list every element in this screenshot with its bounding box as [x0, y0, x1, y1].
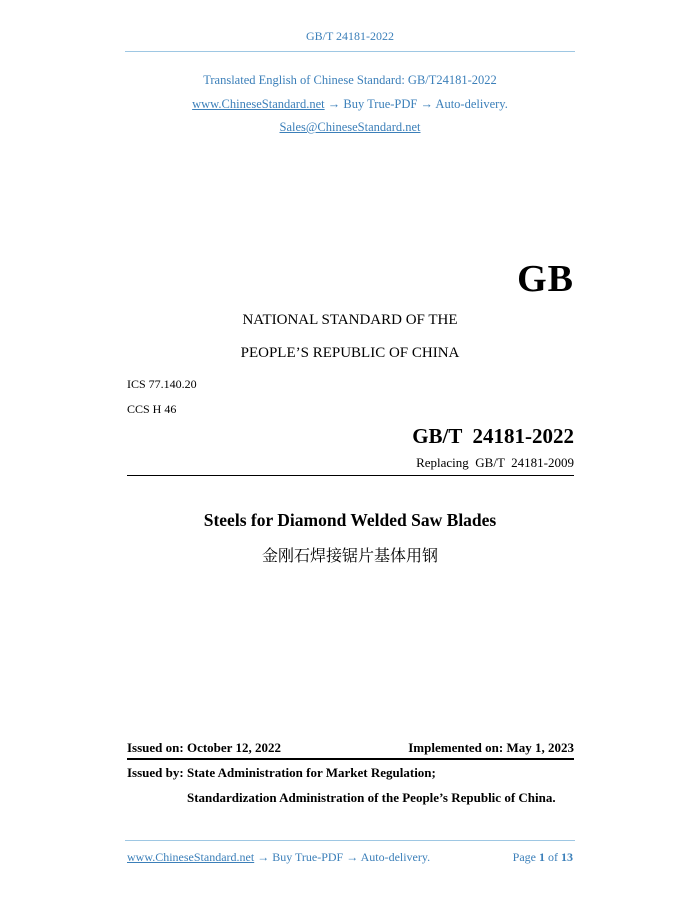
of-label: of	[548, 850, 558, 864]
email-link[interactable]: Sales@ChineseStandard.net	[279, 120, 421, 134]
implemented-on: Implemented on: May 1, 2023	[408, 740, 574, 755]
running-header-title: GB/T 24181-2022	[305, 29, 395, 43]
document-title-en: Steels for Diamond Welded Saw Blades	[203, 510, 497, 530]
footer-arrow-text: → Buy True-PDF → Auto-delivery.	[254, 850, 431, 864]
promo-links-line	[0, 97, 700, 112]
standard-number: GB/T 24181-2022	[412, 424, 574, 448]
page-number: 1	[539, 850, 545, 864]
ccs-code: CCS H 46	[127, 402, 177, 416]
footer-divider	[125, 840, 575, 841]
ics-code: ICS 77.140.20	[127, 377, 197, 391]
site-link[interactable]: www.ChineseStandard.net	[192, 97, 325, 111]
header-divider	[125, 51, 575, 52]
issued-by-line1: Issued by: State Administration for Market Regulation;	[127, 765, 436, 780]
page-total: 13	[561, 850, 573, 864]
national-standard-line1: NATIONAL STANDARD OF THE	[242, 312, 458, 328]
page-label: Page	[512, 850, 536, 864]
issued-on: Issued on: October 12, 2022	[127, 740, 281, 755]
title-divider	[127, 475, 574, 476]
replacing-note: Replacing GB/T 24181-2009	[416, 455, 574, 470]
document-title-cn: 金刚石焊接锯片基体用钢	[261, 546, 438, 565]
page-indicator	[513, 850, 573, 865]
gb-logo: GB	[517, 258, 574, 300]
promo-line: Translated English of Chinese Standard: GB/T24181-2022	[203, 73, 497, 87]
footer-links	[127, 850, 430, 865]
issue-divider	[127, 758, 574, 760]
promo-arrow-text: → Buy True-PDF → Auto-delivery.	[324, 97, 508, 111]
national-standard-line2: PEOPLE’S REPUBLIC OF CHINA	[240, 345, 460, 361]
footer-site-link[interactable]: www.ChineseStandard.net	[127, 850, 255, 864]
email-line	[0, 120, 700, 135]
issued-by-line2: Standardization Administration of the People’s Republic of China.	[187, 790, 556, 805]
